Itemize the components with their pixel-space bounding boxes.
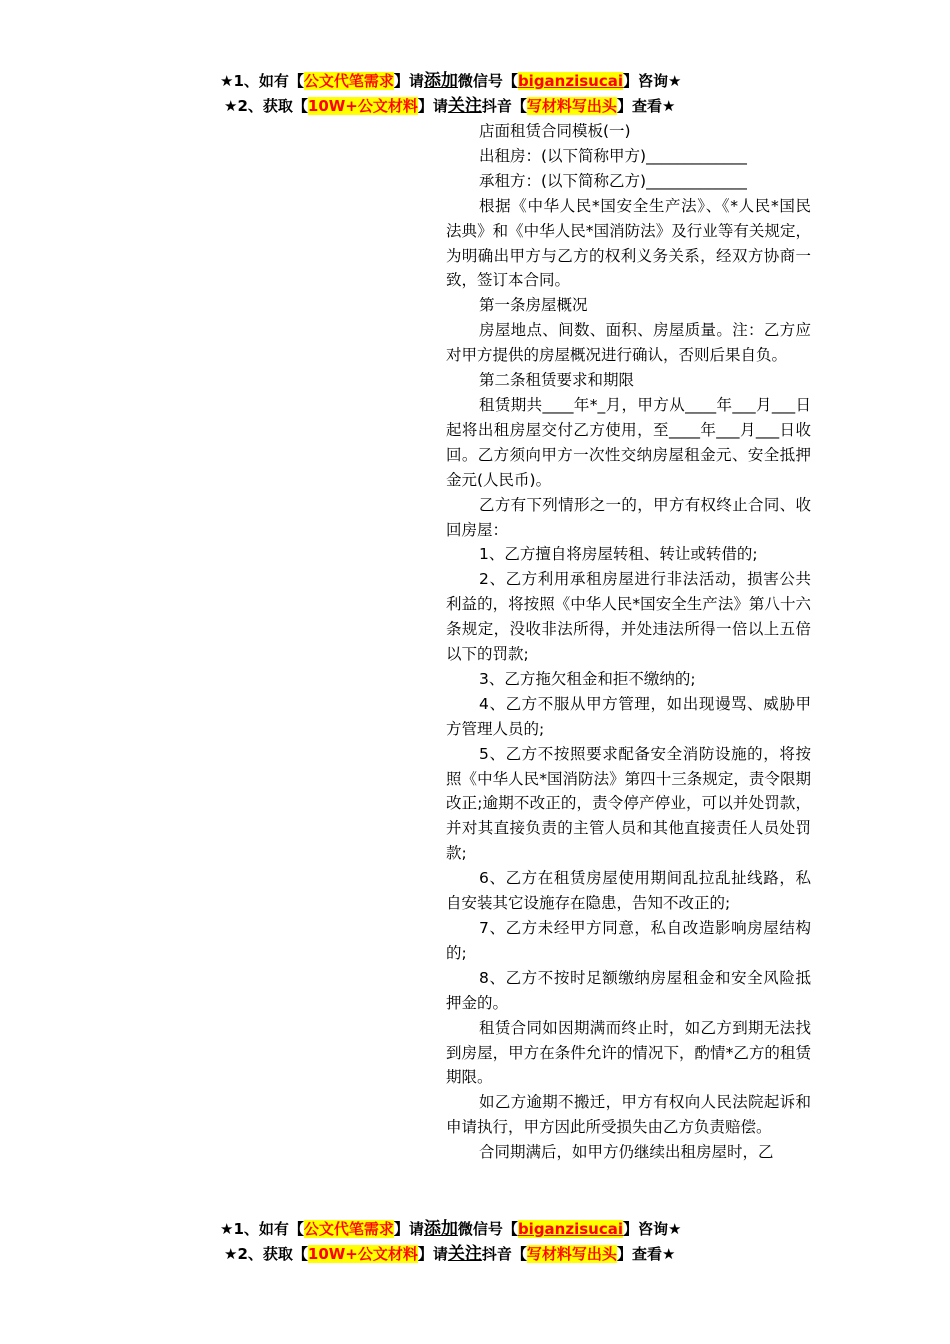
promo-suffix: 】查看★: [616, 97, 676, 115]
promo-text: 微信号【: [457, 1220, 518, 1238]
promo-text: 】请: [393, 72, 424, 90]
promo-emphasis: 关注: [447, 1244, 482, 1264]
promo-wechat-id[interactable]: biganzisucai: [517, 1220, 623, 1238]
termination-item-2: 2、乙方利用承租房屋进行非法活动，损害公共利益的，将按照《中华人民*国安全生产法》第八十六条规定，没收非法所得，并处违法所得一倍以上五倍以下的罚款;: [446, 570, 811, 664]
termination-item-6: 6、乙方在租赁房屋使用期间乱拉乱扯线路，私自安装其它设施存在隐患，告知不改正的;: [446, 869, 811, 913]
promo-text: 微信号【: [457, 72, 518, 90]
promo-emphasis: 添加: [423, 71, 458, 91]
preamble-paragraph: 根据《中华人民*国安全生产法》、《*人民*国民法典》和《中华人民*国消防法》及行业等有关规定，为明确出甲方与乙方的权利义务关系，经双方协商一致，签订本合同。: [446, 196, 811, 290]
termination-item-7: 7、乙方未经甲方同意，私自改造影响房屋结构的;: [446, 919, 811, 962]
article-1-body: 房屋地点、间数、面积、房屋质量。注：乙方应对甲方提供的房屋概况进行确认，否则后果自负。: [446, 321, 811, 365]
termination-item-4: 4、乙方不服从甲方管理，如出现谩骂、威胁甲方管理人员的;: [446, 694, 811, 738]
promo-douyin-account[interactable]: 写材料写出头: [526, 97, 617, 115]
promo-prefix: ★1、如有【: [220, 1220, 304, 1238]
promo-text: 】请: [393, 1220, 424, 1238]
footer-promo-line-2: [224, 1243, 675, 1265]
promo-highlight-service: 公文代笔需求: [303, 1220, 394, 1238]
promo-suffix: 】查看★: [616, 1245, 676, 1263]
article-2-heading: 第二条租赁要求和期限: [479, 371, 635, 390]
termination-item-8: 8、乙方不按时足额缴纳房屋租金和安全风险抵押金的。: [446, 968, 811, 1012]
lessee-line: 承租方：(以下简称乙方)_____________: [479, 171, 747, 190]
lessor-line: 出租房：(以下简称甲方)_____________: [479, 146, 747, 165]
document-title: 店面租赁合同模板(一): [479, 122, 631, 140]
promo-highlight-service: 公文代笔需求: [303, 72, 394, 90]
overdue-paragraph: 如乙方逾期不搬迁，甲方有权向人民法院起诉和申请执行，甲方因此所受损失由乙方负责赔偿。: [446, 1093, 811, 1137]
expiry-paragraph: 租赁合同如因期满而终止时，如乙方到期无法找到房屋，甲方在条件允许的情况下，酌情*乙方的租赁期限。: [446, 1018, 811, 1087]
article-1-heading: 第一条房屋概况: [479, 296, 588, 315]
header-promo-line-2: [224, 95, 675, 117]
promo-highlight-materials: 10W+公文材料: [307, 97, 418, 115]
termination-item-3: 3、乙方拖欠租金和拒不缴纳的;: [479, 669, 696, 688]
termination-item-1: 1、乙方擅自将房屋转租、转让或转借的;: [479, 545, 758, 564]
promo-suffix: 】咨询★: [623, 1220, 682, 1238]
article-2-body: 租赁期共____年*_月，甲方从____年___月___日起将出租房屋交付乙方使用，至____年___月___日收回。乙方须向甲方一次性交纳房屋租金元、安全抵押金元(人民币)。: [446, 395, 811, 489]
promo-prefix: ★2、获取【: [224, 1245, 308, 1263]
promo-emphasis: 关注: [447, 96, 482, 116]
promo-prefix: ★1、如有【: [220, 72, 304, 90]
promo-text: 】请: [417, 97, 448, 115]
promo-wechat-id[interactable]: biganzisucai: [517, 72, 623, 90]
promo-highlight-materials: 10W+公文材料: [307, 1245, 418, 1263]
promo-suffix: 】咨询★: [623, 72, 682, 90]
termination-intro: 乙方有下列情形之一的，甲方有权终止合同、收回房屋：: [446, 495, 811, 539]
renewal-paragraph: 合同期满后，如甲方仍继续出租房屋时，乙: [479, 1143, 774, 1162]
promo-text: 】请: [417, 1245, 448, 1263]
promo-text: 抖音【: [481, 97, 527, 115]
contract-body: [446, 119, 811, 1165]
promo-emphasis: 添加: [423, 1219, 458, 1239]
promo-text: 抖音【: [481, 1245, 527, 1263]
header-promo-line-1: [220, 70, 681, 92]
promo-douyin-account[interactable]: 写材料写出头: [526, 1245, 617, 1263]
termination-item-5: 5、乙方不按照要求配备安全消防设施的，将按照《中华人民*国消防法》第四十三条规定，责令限期改正;逾期不改正的，责令停产停业，可以并处罚款，并对其直接负责的主管人员和其他直接责任人员处罚款;: [446, 744, 811, 863]
promo-prefix: ★2、获取【: [224, 97, 308, 115]
footer-promo-line-1: [220, 1218, 681, 1240]
